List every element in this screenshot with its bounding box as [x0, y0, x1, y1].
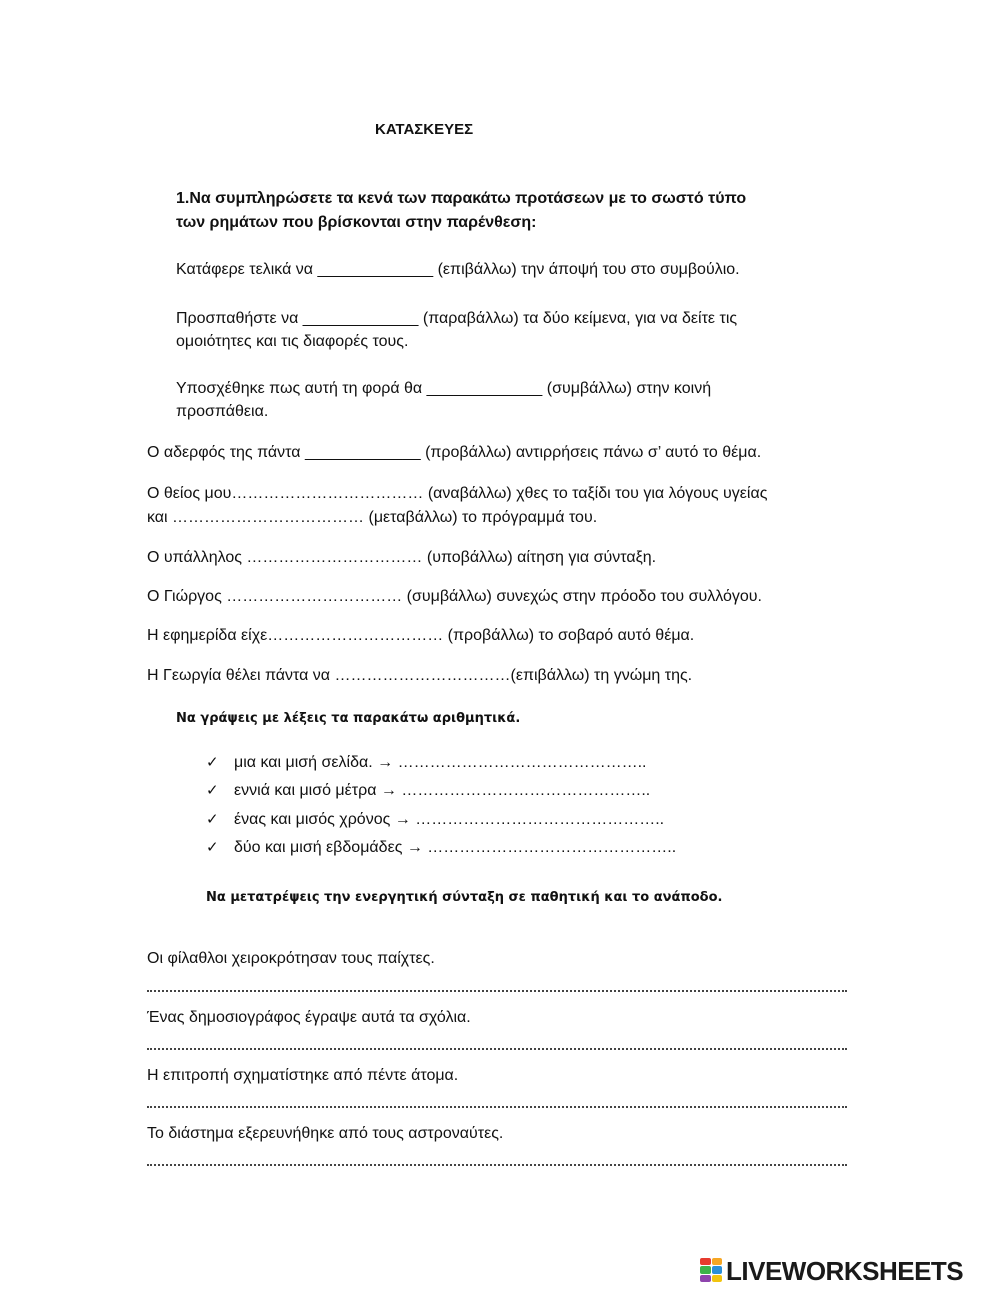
exercise3-sentence-2: Ένας δημοσιογράφος έγραψε αυτά τα σχόλια.	[147, 1009, 471, 1026]
list-item	[206, 810, 664, 830]
exercise3-sentence-1: Οι φίλαθλοι χειροκρότησαν τους παίχτες.	[147, 950, 435, 967]
list-item-text: δύο και μισή εβδομάδες → ………………………………………..	[234, 839, 677, 856]
logo-block	[712, 1258, 723, 1265]
list-item-text: μια και μισή σελίδα. → ………………………………………..	[234, 754, 647, 771]
logo-blocks-icon	[700, 1258, 722, 1282]
exercise1-sentence-6: Ο υπάλληλος …………………………… (υποβάλλω) αίτηση για σύνταξη.	[147, 549, 657, 566]
exercise1-sentence-3-line2: προσπάθεια.	[176, 403, 269, 420]
logo-block	[712, 1266, 723, 1273]
exercise1-sentence-2-line1: Προσπαθήστε να _____________ (παραβάλλω) τα δύο κείμενα, για να δείτε τις	[176, 310, 738, 327]
exercise1-sentence-5-line1: Ο θείος μου……………………………… (αναβάλλω) χθες το ταξίδι του για λόγους υγείας	[147, 485, 768, 502]
logo-block	[700, 1275, 711, 1282]
exercise3-sentence-3: Η επιτροπή σχηματίστηκε από πέντε άτομα.	[147, 1067, 459, 1084]
exercise3-sentence-4: Το διάστημα εξερευνήθηκε από τους αστροναύτες.	[147, 1125, 504, 1142]
checkmark-icon: ✓	[206, 782, 219, 799]
exercise1-sentence-8: Η εφημερίδα είχε…………………………… (προβάλλω) το σοβαρό αυτό θέμα.	[147, 627, 695, 644]
answer-line[interactable]	[147, 1106, 847, 1108]
exercise1-sentence-1: Κατάφερε τελικά να _____________ (επιβάλλω) την άποψή του στο συμβούλιο.	[176, 261, 740, 278]
exercise1-sentence-5-line2: και ……………………………… (μεταβάλλω) το πρόγραμμά του.	[147, 509, 598, 526]
exercise1-sentence-9: Η Γεωργία θέλει πάντα να ……………………………(επιβάλλω) τη γνώμη της.	[147, 667, 693, 684]
logo-block	[712, 1275, 723, 1282]
list-item	[206, 781, 650, 801]
answer-line[interactable]	[147, 1048, 847, 1050]
exercise1-sentence-4: Ο αδερφός της πάντα _____________ (προβάλλω) αντιρρήσεις πάνω σ’ αυτό το θέμα.	[147, 444, 762, 461]
checkmark-icon: ✓	[206, 811, 219, 828]
exercise1-instruction-line2: των ρημάτων που βρίσκονται στην παρένθεση:	[176, 214, 537, 231]
answer-line[interactable]	[147, 1164, 847, 1166]
logo-block	[700, 1266, 711, 1273]
exercise2-instruction: Να γράψεις με λέξεις τα παρακάτω αριθμητικά.	[176, 711, 521, 726]
list-item-text: εννιά και μισό μέτρα → ………………………………………..	[234, 782, 651, 799]
exercise1-sentence-7: Ο Γιώργος …………………………… (συμβάλλω) συνεχώς στην πρόοδο του συλλόγου.	[147, 588, 762, 605]
logo-block	[700, 1258, 711, 1265]
list-item-text: ένας και μισός χρόνος → ………………………………………..	[234, 811, 665, 828]
answer-line[interactable]	[147, 990, 847, 992]
checkmark-icon: ✓	[206, 839, 219, 856]
exercise1-sentence-2-line2: ομοιότητες και τις διαφορές τους.	[176, 333, 409, 350]
list-item	[206, 753, 646, 773]
list-item	[206, 838, 676, 858]
page-title: ΚΑΤΑΣΚΕΥΕΣ	[375, 121, 474, 138]
logo-text: LIVEWORKSHEETS	[726, 1256, 964, 1286]
exercise1-sentence-3-line1: Υποσχέθηκε πως αυτή τη φορά θα _____________ (συμβάλλω) στην κοινή	[176, 380, 712, 397]
exercise1-instruction-line1: 1.Να συμπληρώσετε τα κενά των παρακάτω προτάσεων με το σωστό τύπο	[176, 190, 747, 207]
exercise3-instruction: Να μετατρέψεις την ενεργητική σύνταξη σε παθητική και το ανάποδο.	[206, 890, 723, 905]
checkmark-icon: ✓	[206, 754, 219, 771]
